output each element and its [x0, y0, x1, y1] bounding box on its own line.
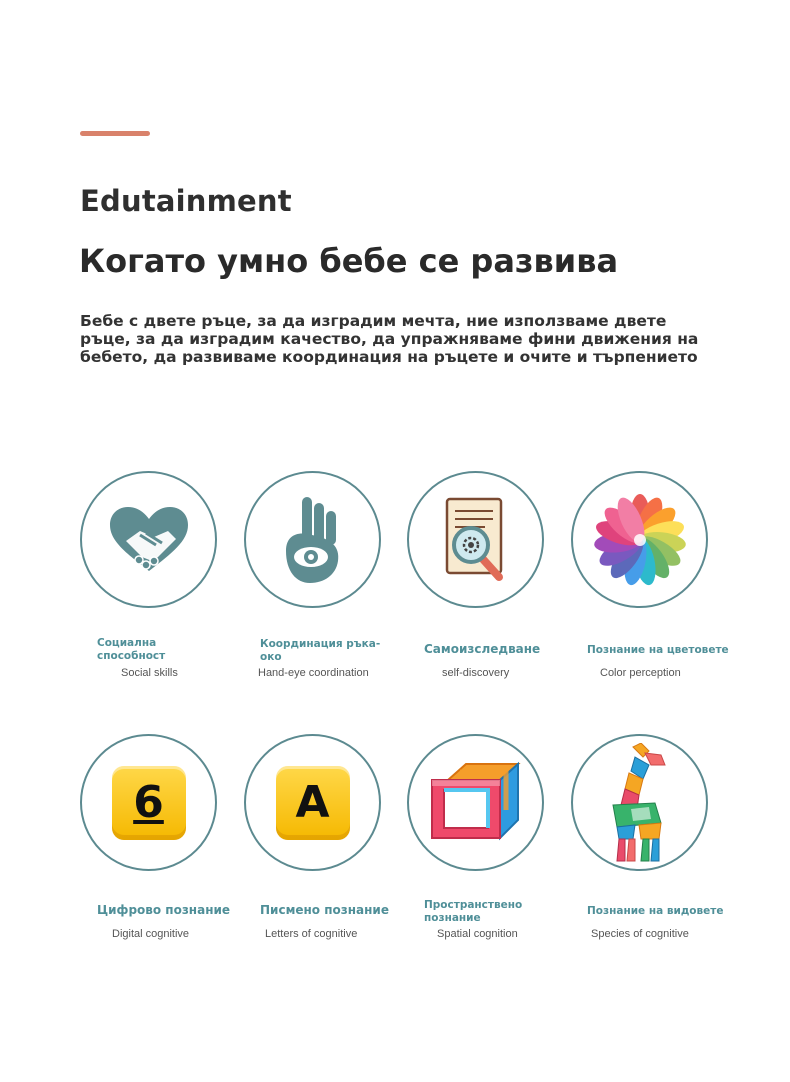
feature-subtitle: Color perception [600, 667, 681, 679]
feature-digital-cognitive [80, 734, 217, 871]
hand-eye-icon [278, 495, 348, 585]
feature-subtitle: Letters of cognitive [265, 928, 358, 940]
accent-bar [80, 131, 150, 136]
feature-title: Цифрово познание [97, 903, 231, 917]
handshake-heart-icon [106, 505, 192, 575]
feature-hand-eye [244, 471, 381, 608]
feature-spatial-cognition [407, 734, 544, 871]
feature-self-discovery [407, 471, 544, 608]
feature-title: Самоизследване [424, 642, 541, 656]
intro-line: Бебе с двете ръце, за да изградим мечта, ние използваме двете [80, 312, 667, 330]
intro-text [80, 312, 699, 366]
feature-subtitle: Species of cognitive [591, 928, 689, 940]
document-magnifier-icon [441, 495, 511, 585]
magnetic-giraffe-icon [605, 743, 675, 863]
magnetic-cube-icon [426, 758, 526, 848]
eyebrow-title: Edutainment [80, 184, 292, 218]
feature-letters-cognitive [244, 734, 381, 871]
feature-subtitle: Hand-eye coordination [258, 667, 369, 679]
letter-tile-icon: A [276, 766, 350, 840]
feature-title: Социална способност [97, 637, 166, 662]
intro-line: бебето, да развиваме координация на ръцете и очите и търпението [80, 348, 698, 366]
feature-title: Писмено познание [260, 903, 389, 917]
feature-subtitle: Spatial cognition [437, 928, 518, 940]
feature-social-skills [80, 471, 217, 608]
feature-title: Координация ръка- око [260, 638, 381, 663]
feature-color-perception [571, 471, 708, 608]
feature-title: Познание на видовете [587, 905, 724, 917]
feature-subtitle: Social skills [121, 667, 178, 679]
color-wheel-icon [590, 490, 690, 590]
page-title: Когато умно бебе се развива [79, 242, 619, 280]
feature-subtitle: Digital cognitive [112, 928, 190, 940]
number-tile-icon: 6 [112, 766, 186, 840]
feature-title: Пространствено познание [424, 899, 523, 924]
feature-species-cognitive [571, 734, 708, 871]
feature-subtitle: self-discovery [442, 667, 510, 679]
feature-title: Познание на цветовете [587, 644, 729, 656]
intro-line: ръце, за да изградим качество, да упражняваме фини движения на [80, 330, 699, 348]
